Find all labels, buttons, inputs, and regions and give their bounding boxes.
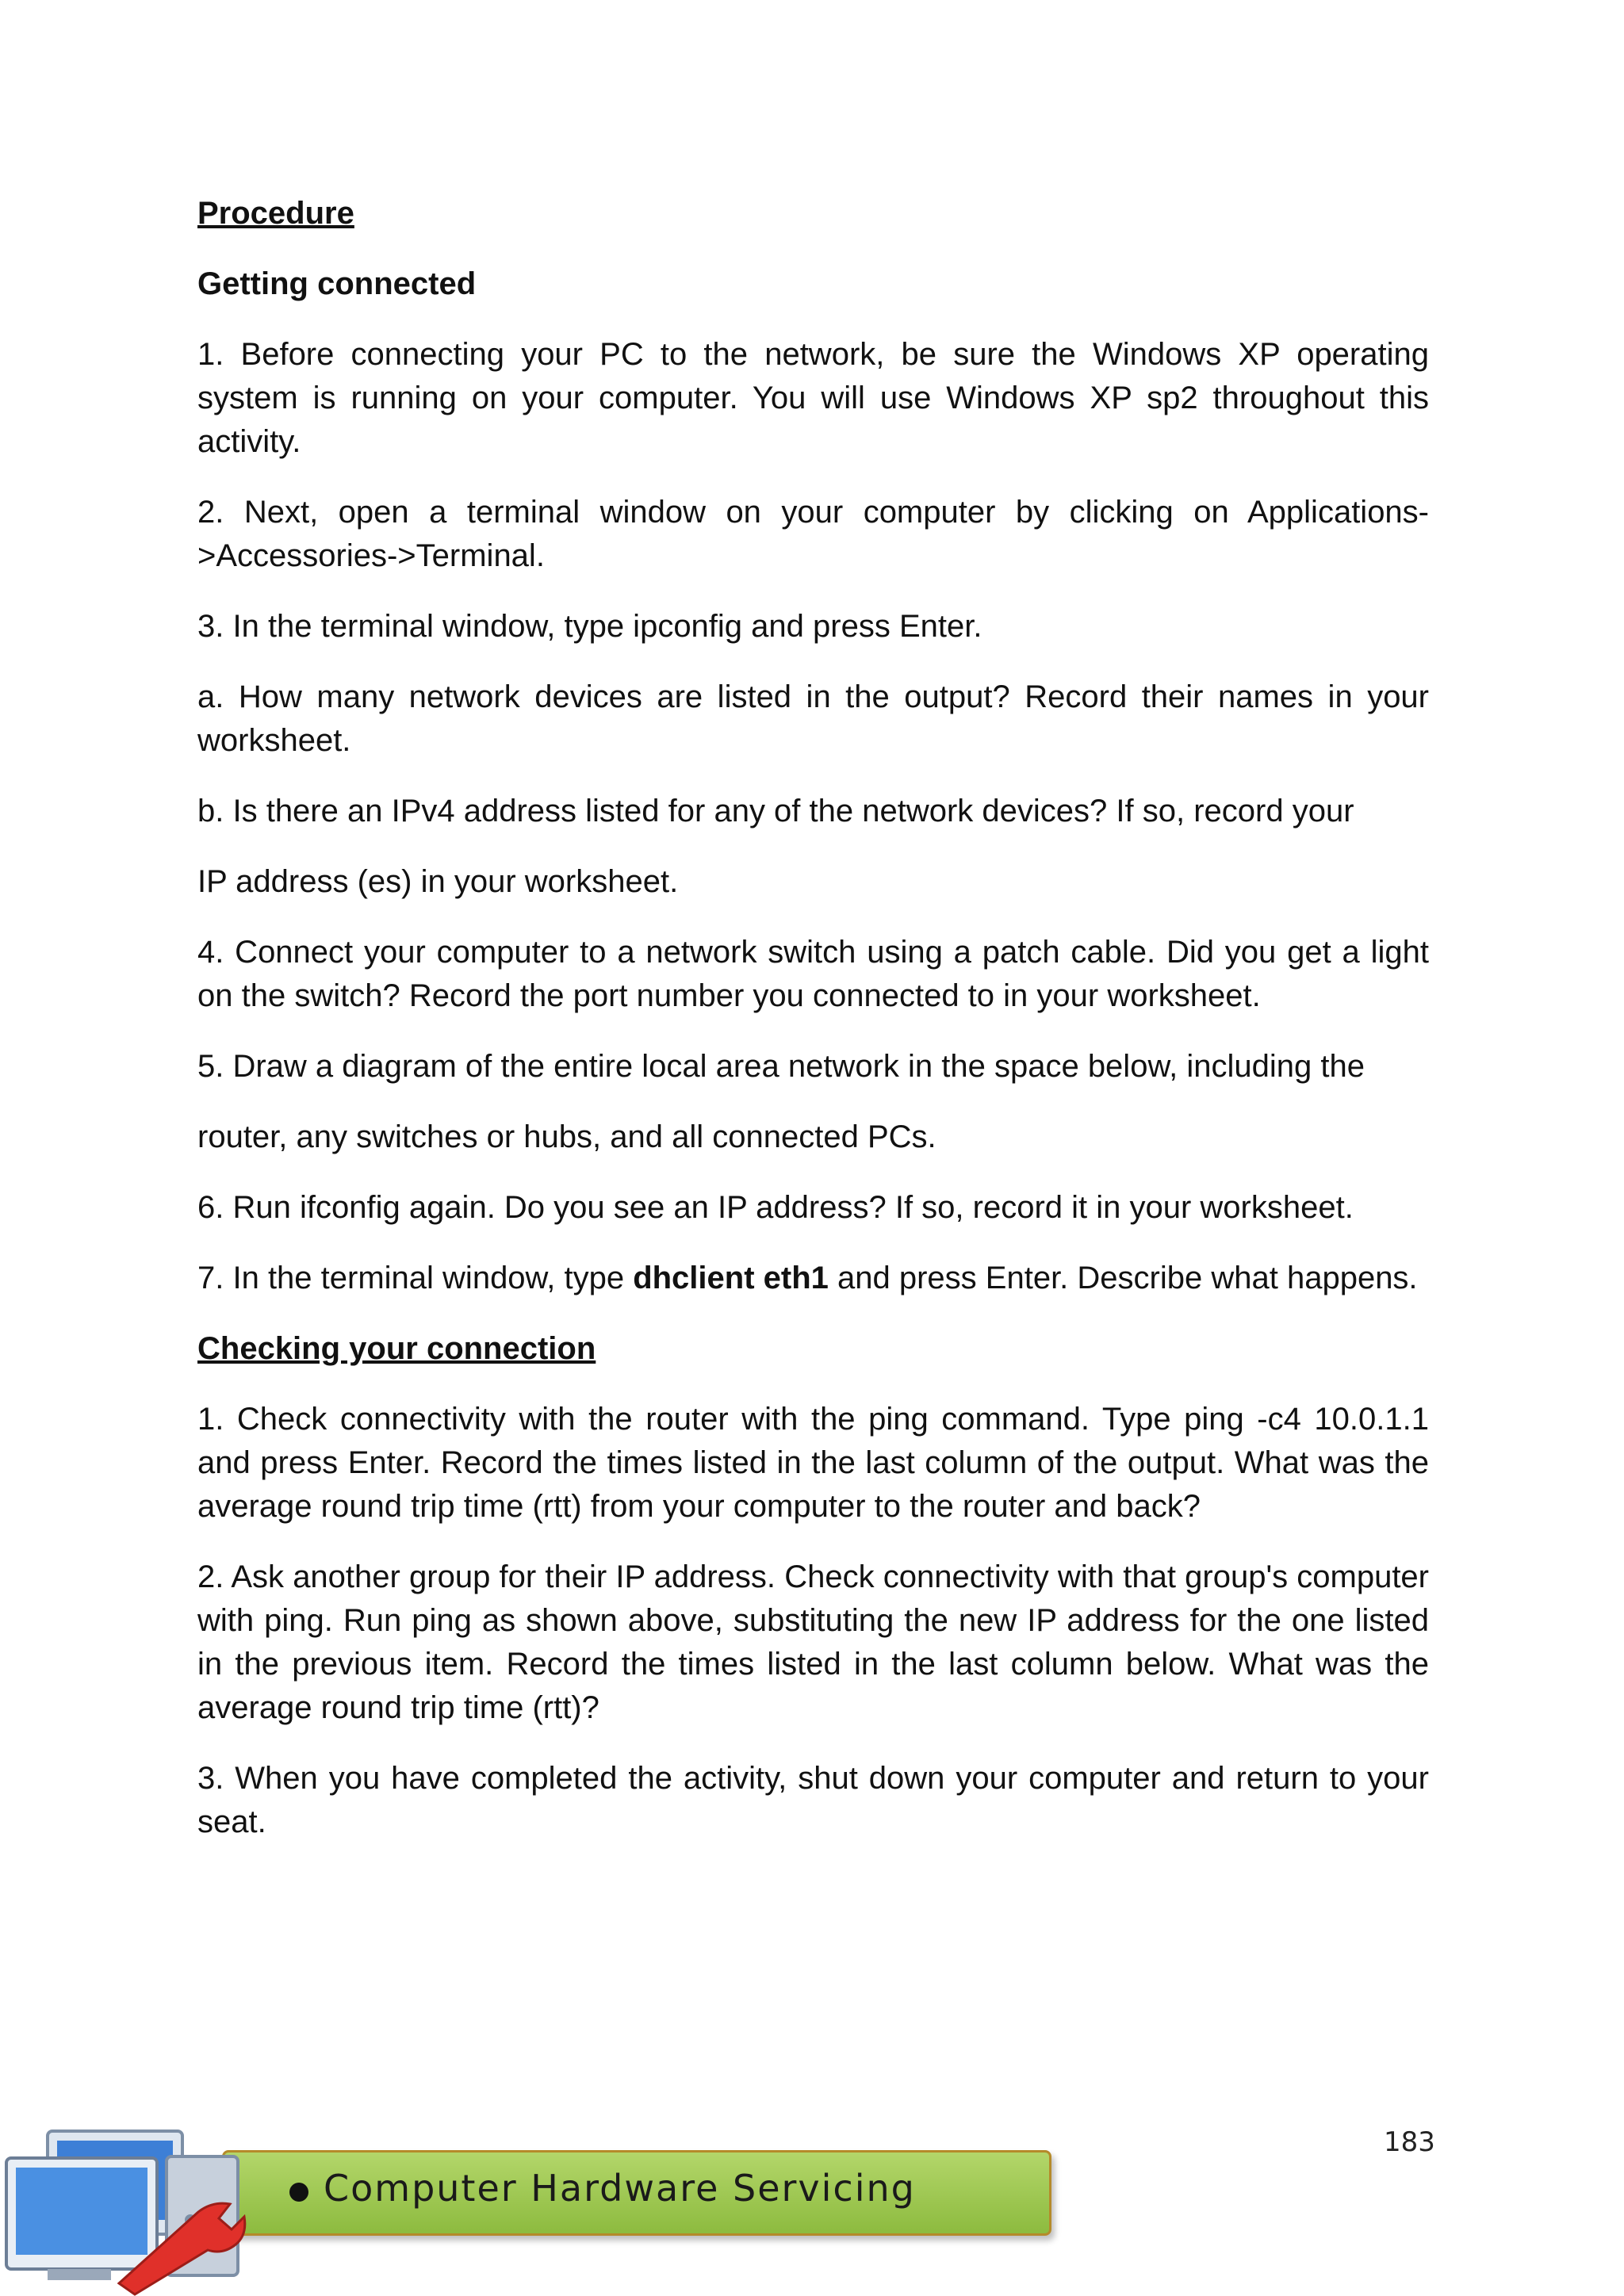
getting-connected-heading: Getting connected [197,266,477,301]
step-6: 6. Run ifconfig again. Do you see an IP address? If so, record it in your worksheet. [197,1190,1354,1225]
check-step-3: 3. When you have completed the activity, shut down your computer and return to your seat. [197,1761,1429,1839]
step-7-pre: 7. In the terminal window, type [197,1261,634,1295]
computer-wrench-icon [0,2125,301,2296]
checking-connection-heading: Checking your connection [197,1331,596,1366]
check-step-2: 2. Ask another group for their IP address. Check connectivity with that group's computer with ping. Run ping as shown above, substituting the new IP address for the one listed in the previous item. Record the times listed in the last column below. What was the average round trip time (rtt)? [197,1559,1429,1725]
step-3: 3. In the terminal window, type ipconfig and press Enter. [197,609,982,644]
page-number: 183 [1384,2126,1435,2158]
step-7-command: dhclient eth1 [633,1261,829,1295]
page-content [197,192,1429,1871]
step-1: 1. Before connecting your PC to the network, be sure the Windows XP operating system is running on your computer. You will use Windows XP sp2 throughout this activity. [197,337,1429,459]
footer-banner-text: Computer Hardware Servicing [324,2167,916,2210]
step-4: 4. Connect your computer to a network switch using a patch cable. Did you get a light on the switch? Record the port number you connected to in your worksheet. [197,935,1429,1013]
step-5-line1: 5. Draw a diagram of the entire local area network in the space below, including the [197,1049,1365,1084]
step-3a: a. How many network devices are listed in the output? Record their names in your worksheet. [197,679,1429,758]
check-step-1: 1. Check connectivity with the router with the ping command. Type ping -c4 10.0.1.1 and press Enter. Record the times listed in the last column of the output. What was the average round trip time (rtt) from your computer to the router and back? [197,1402,1429,1524]
step-5-line2: router, any switches or hubs, and all connected PCs. [197,1119,936,1154]
step-7 [197,1257,1429,1300]
step-7-post: and press Enter. Describe what happens. [828,1261,1418,1295]
step-2: 2. Next, open a terminal window on your computer by clicking on Applications->Accessories->Terminal. [197,495,1429,573]
footer-banner [222,2150,1051,2236]
procedure-heading: Procedure [197,196,354,231]
step-3b-line2: IP address (es) in your worksheet. [197,864,679,899]
step-3b-line1: b. Is there an IPv4 address listed for any of the network devices? If so, record your [197,794,1354,828]
